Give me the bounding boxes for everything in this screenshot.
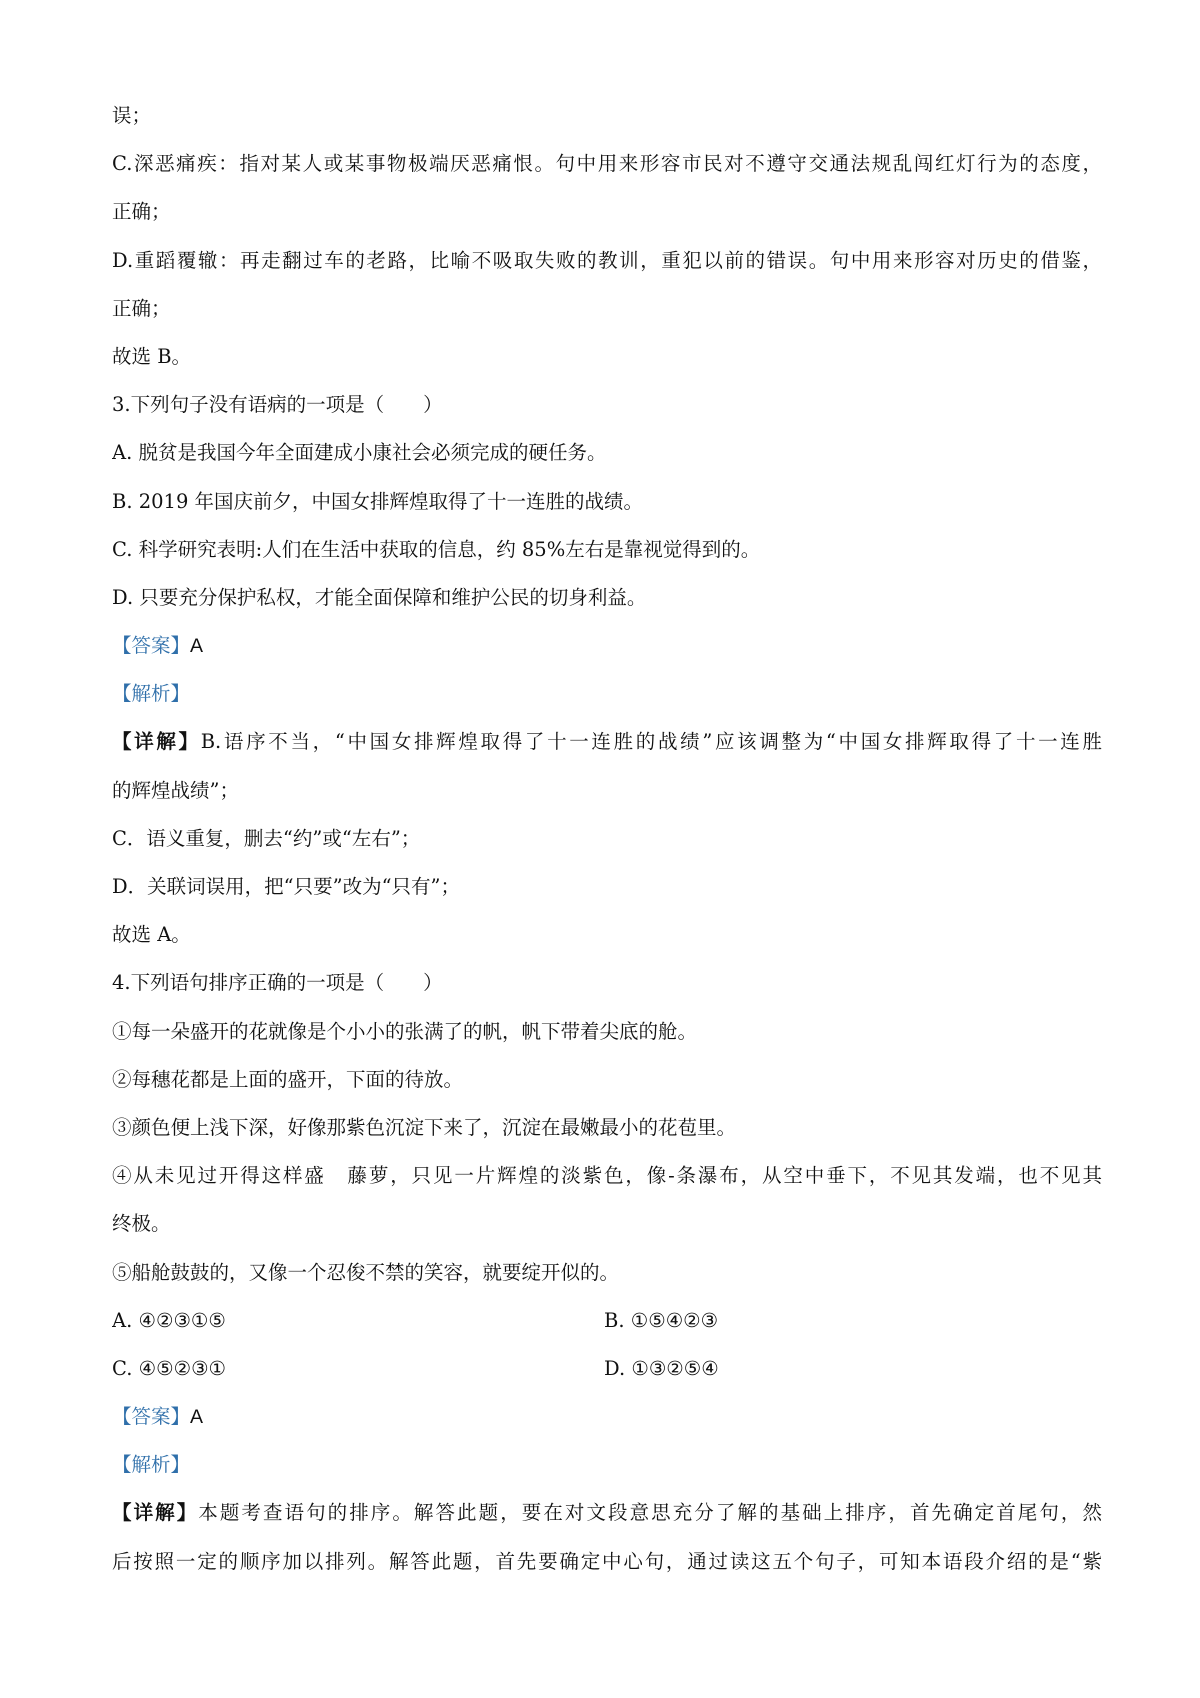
q4-sentence-5: ⑤船舱鼓鼓的，又像一个忍俊不禁的笑容，就要绽开似的。 xyxy=(112,1260,620,1284)
q3-detail-b-line2: 的辉煌战绩”； xyxy=(112,778,239,802)
q2-conclusion: 故选 B。 xyxy=(112,344,192,368)
q3-option-d: D. 只要充分保护私权，才能全面保障和维护公民的切身利益。 xyxy=(112,585,647,609)
q3-stem: 3.下列句子没有语病的一项是（ ） xyxy=(112,393,443,417)
q4-options-row-1 xyxy=(112,1297,1102,1345)
q4-sentence-4-line1 xyxy=(112,1152,1102,1200)
q4-detail-line2: 后按照一定的顺序加以排列。解答此题，首先要确定中心句，通过读这五个句子，可知本语段介绍的是“紫 xyxy=(112,1549,1102,1573)
q4-detail-line1 xyxy=(112,1489,1102,1537)
q4-options-row-2 xyxy=(112,1345,1102,1393)
q3-detail-c: C．语义重复，删去“约”或“左右”； xyxy=(112,826,421,850)
q4-answer-label: 【答案】 xyxy=(112,1405,191,1429)
q3-option-b: B. 2019 年国庆前夕，中国女排辉煌取得了十一连胜的战绩。 xyxy=(112,489,644,513)
q3-analysis-line xyxy=(112,670,1102,718)
q3-analysis-label: 【解析】 xyxy=(112,682,191,706)
q4-option-b: B. ①⑤④②③ xyxy=(604,1308,719,1332)
q4-detail-label: 【详解】 xyxy=(112,1501,199,1525)
q4-analysis-label: 【解析】 xyxy=(112,1453,191,1477)
q2-option-c-verdict: 正确； xyxy=(112,200,171,224)
q3-detail-b-line1 xyxy=(112,718,1102,766)
page-content xyxy=(112,92,1102,1586)
q4-sentence-4-part1: ④从未见过开得这样盛 xyxy=(112,1164,326,1188)
q4-option-c: C. ④⑤②③① xyxy=(112,1356,227,1380)
q3-option-a: A. 脱贫是我国今年全面建成小康社会必须完成的硬任务。 xyxy=(112,441,607,465)
q4-answer-line xyxy=(112,1393,1102,1441)
q3-option-c: C. 科学研究表明:人们在生活中获取的信息，约 85%左右是靠视觉得到的。 xyxy=(112,537,761,561)
q4-sentence-2: ②每穗花都是上面的盛开，下面的待放。 xyxy=(112,1067,464,1091)
q3-answer-label: 【答案】 xyxy=(112,634,191,658)
q4-sentence-4-part2: 藤萝，只见一片辉煌的淡紫色，像-条瀑布，从空中垂下，不见其发端，也不见其 xyxy=(345,1164,1102,1188)
q3-detail-d: D．关联词误用，把“只要”改为“只有”； xyxy=(112,875,461,898)
q4-stem: 4.下列语句排序正确的一项是（ ） xyxy=(112,971,443,995)
q3-detail-label: 【详解】 xyxy=(112,730,201,754)
q4-answer-value: A xyxy=(190,1406,204,1429)
q4-detail-text-1: 本题考查语句的排序。解答此题，要在对文段意思充分了解的基础上排序，首先确定首尾句，然 xyxy=(198,1501,1102,1525)
q4-sentence-1: ①每一朵盛开的花就像是个小小的张满了的帆，帆下带着尖底的舱。 xyxy=(112,1019,698,1043)
q4-sentence-3: ③颜色便上浅下深，好像那紫色沉淀下来了，沉淀在最嫩最小的花苞里。 xyxy=(112,1115,737,1139)
q4-analysis-line xyxy=(112,1441,1102,1489)
q3-answer-line xyxy=(112,622,1102,670)
q2-option-d-verdict: 正确； xyxy=(112,296,171,320)
q4-option-a: A. ④②③①⑤ xyxy=(112,1308,226,1332)
q3-detail-b-text: B.语序不当，“中国女排辉煌取得了十一连胜的战绩”应该调整为“中国女排辉取得了十一连胜 xyxy=(200,730,1102,754)
q3-conclusion: 故选 A。 xyxy=(112,923,191,947)
q4-option-d: D. ①③②⑤④ xyxy=(604,1356,719,1380)
q2-analysis-tail: 误； xyxy=(112,104,152,127)
q2-option-d-analysis: D.重蹈覆辙：再走翻过车的老路，比喻不吸取失败的教训，重犯以前的错误。句中用来形容对历史的借鉴， xyxy=(112,248,1102,272)
q2-option-c-analysis: C.深恶痛疾：指对某人或某事物极端厌恶痛恨。句中用来形容市民对不遵守交通法规乱闯红灯行为的态度， xyxy=(112,152,1102,176)
q3-answer-value: A xyxy=(190,635,204,658)
q4-sentence-4-line2: 终极。 xyxy=(112,1212,171,1236)
